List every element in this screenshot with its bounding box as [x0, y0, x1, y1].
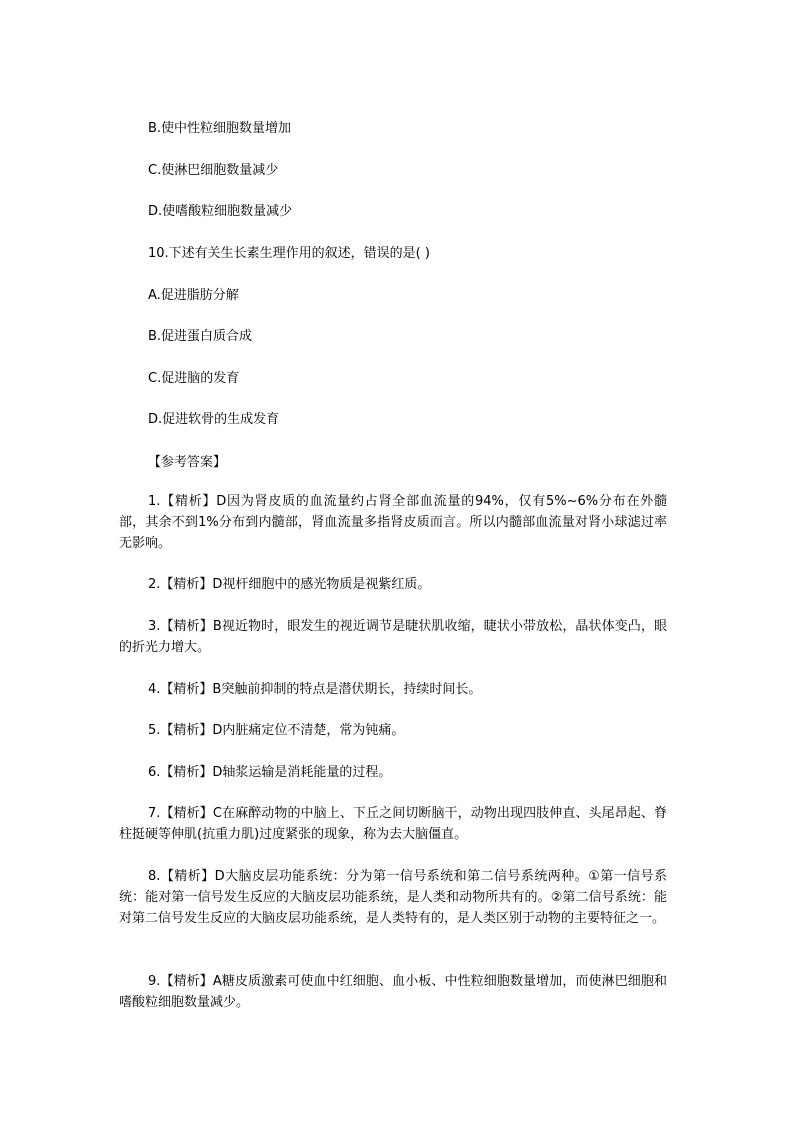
question-10-option-d: D.促进软骨的生成发育 [148, 412, 280, 427]
answers-heading: 【参考答案】 [148, 455, 227, 470]
answer-7 [119, 804, 667, 846]
answer-9-text: 9.【精析】A糖皮质激素可使血中红细胞、血小板、中性粒细胞数量增加，而使淋巴细胞和嗜酸粒细胞数量减少。 [119, 974, 667, 1010]
answer-5 [119, 721, 667, 742]
option-d-prev: D.使嗜酸粒细胞数量减少 [148, 204, 293, 219]
answer-2 [119, 575, 667, 596]
answer-9 [119, 972, 667, 1014]
answer-4-text: 4.【精析】B突触前抑制的特点是潜伏期长，持续时间长。 [148, 682, 482, 697]
answer-8 [119, 867, 667, 929]
answer-6-text: 6.【精析】D轴浆运输是消耗能量的过程。 [148, 765, 392, 780]
question-10-stem: 10.下述有关生长素生理作用的叙述，错误的是( ) [148, 246, 430, 261]
question-10-option-a: A.促进脂肪分解 [148, 288, 239, 303]
option-b-prev: B.使中性粒细胞数量增加 [148, 121, 292, 136]
question-10-option-b: B.促进蛋白质合成 [148, 329, 253, 344]
answer-8-text: 8.【精析】D大脑皮层功能系统：分为第一信号系统和第二信号系统两种。①第一信号系统：能对第一信号发生反应的大脑皮层功能系统，是人类和动物所共有的。②第二信号系统：能对第二信号发生反应的大脑皮层功能系统，是人类特有的，是人类区别于动物的主要特征之一。 [119, 869, 667, 926]
answer-7-text: 7.【精析】C在麻醉动物的中脑上、下丘之间切断脑干，动物出现四肢伸直、头尾昂起、脊柱挺硬等伸肌(抗重力肌)过度紧张的现象，称为去大脑僵直。 [119, 806, 667, 842]
answer-6 [119, 763, 667, 784]
question-10-option-c: C.促进脑的发育 [148, 371, 240, 386]
answer-1-text: 1.【精析】D因为肾皮质的血流量约占肾全部血流量的94%，仅有5%~6%分布在外髓部，其余不到1%分布到内髓部，肾血流量多指肾皮质而言。所以内髓部血流量对肾小球滤过率无影响。 [119, 494, 667, 551]
answer-5-text: 5.【精析】D内脏痛定位不清楚，常为钝痛。 [148, 723, 405, 738]
answer-3 [119, 617, 667, 659]
answer-4 [119, 680, 667, 701]
option-c-prev: C.使淋巴细胞数量减少 [148, 163, 279, 178]
answer-2-text: 2.【精析】D视杆细胞中的感光物质是视紫红质。 [148, 577, 431, 592]
answer-1 [119, 492, 667, 554]
answer-3-text: 3.【精析】B视近物时，眼发生的视近调节是睫状肌收缩，睫状小带放松，晶状体变凸，眼的折光力增大。 [119, 619, 667, 655]
